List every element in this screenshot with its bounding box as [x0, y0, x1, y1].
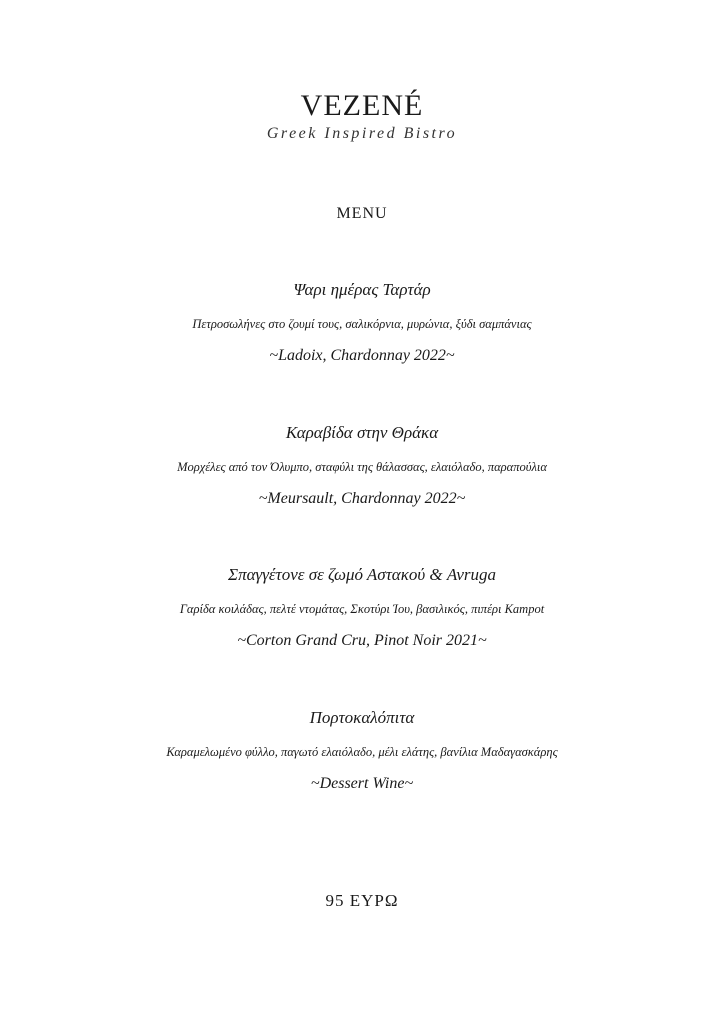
- menu-heading: MENU: [336, 205, 388, 222]
- wine-pairing: ~Meursault, Chardonnay 2022~: [258, 490, 466, 507]
- course-description: Μορχέλες από τον Όλυμπο, σταφύλι της θάλασσας, ελαιόλαδο, παραπούλια: [177, 460, 547, 474]
- wine-pairing: ~Dessert Wine~: [310, 775, 414, 792]
- course-description: Πετροσωλήνες στο ζουμί τους, σαλικόρνια, μυρώνια, ξύδι σαμπάνιας: [192, 317, 532, 331]
- course-3: [0, 564, 724, 652]
- course-title: Καραβίδα στην Θράκα: [285, 423, 439, 442]
- restaurant-tagline: Greek Inspired Bistro: [266, 125, 458, 142]
- menu-price: 95 ΕΥΡΩ: [325, 891, 399, 910]
- course-title: Σπαγγέτονε σε ζωμό Αστακού & Avruga: [227, 565, 496, 584]
- course-2: [0, 422, 724, 510]
- course-title: Πορτοκαλόπιτα: [309, 708, 415, 727]
- course-1: [0, 279, 724, 367]
- course-title: Ψαρι ημέρας Ταρτάρ: [293, 280, 431, 299]
- wine-pairing: ~Ladoix, Chardonnay 2022~: [269, 347, 455, 364]
- course-4: [0, 707, 724, 795]
- wine-pairing: ~Corton Grand Cru, Pinot Noir 2021~: [237, 632, 487, 649]
- restaurant-name: VEZENÉ: [300, 89, 424, 122]
- course-description: Γαρίδα κοιλάδας, πελτέ ντομάτας, Σκοτύρι Ίου, βασιλικός, πιπέρι Kampot: [179, 602, 545, 616]
- course-description: Καραμελωμένο φύλλο, παγωτό ελαιόλαδο, μέλι ελάτης, βανίλια Μαδαγασκάρης: [166, 745, 558, 759]
